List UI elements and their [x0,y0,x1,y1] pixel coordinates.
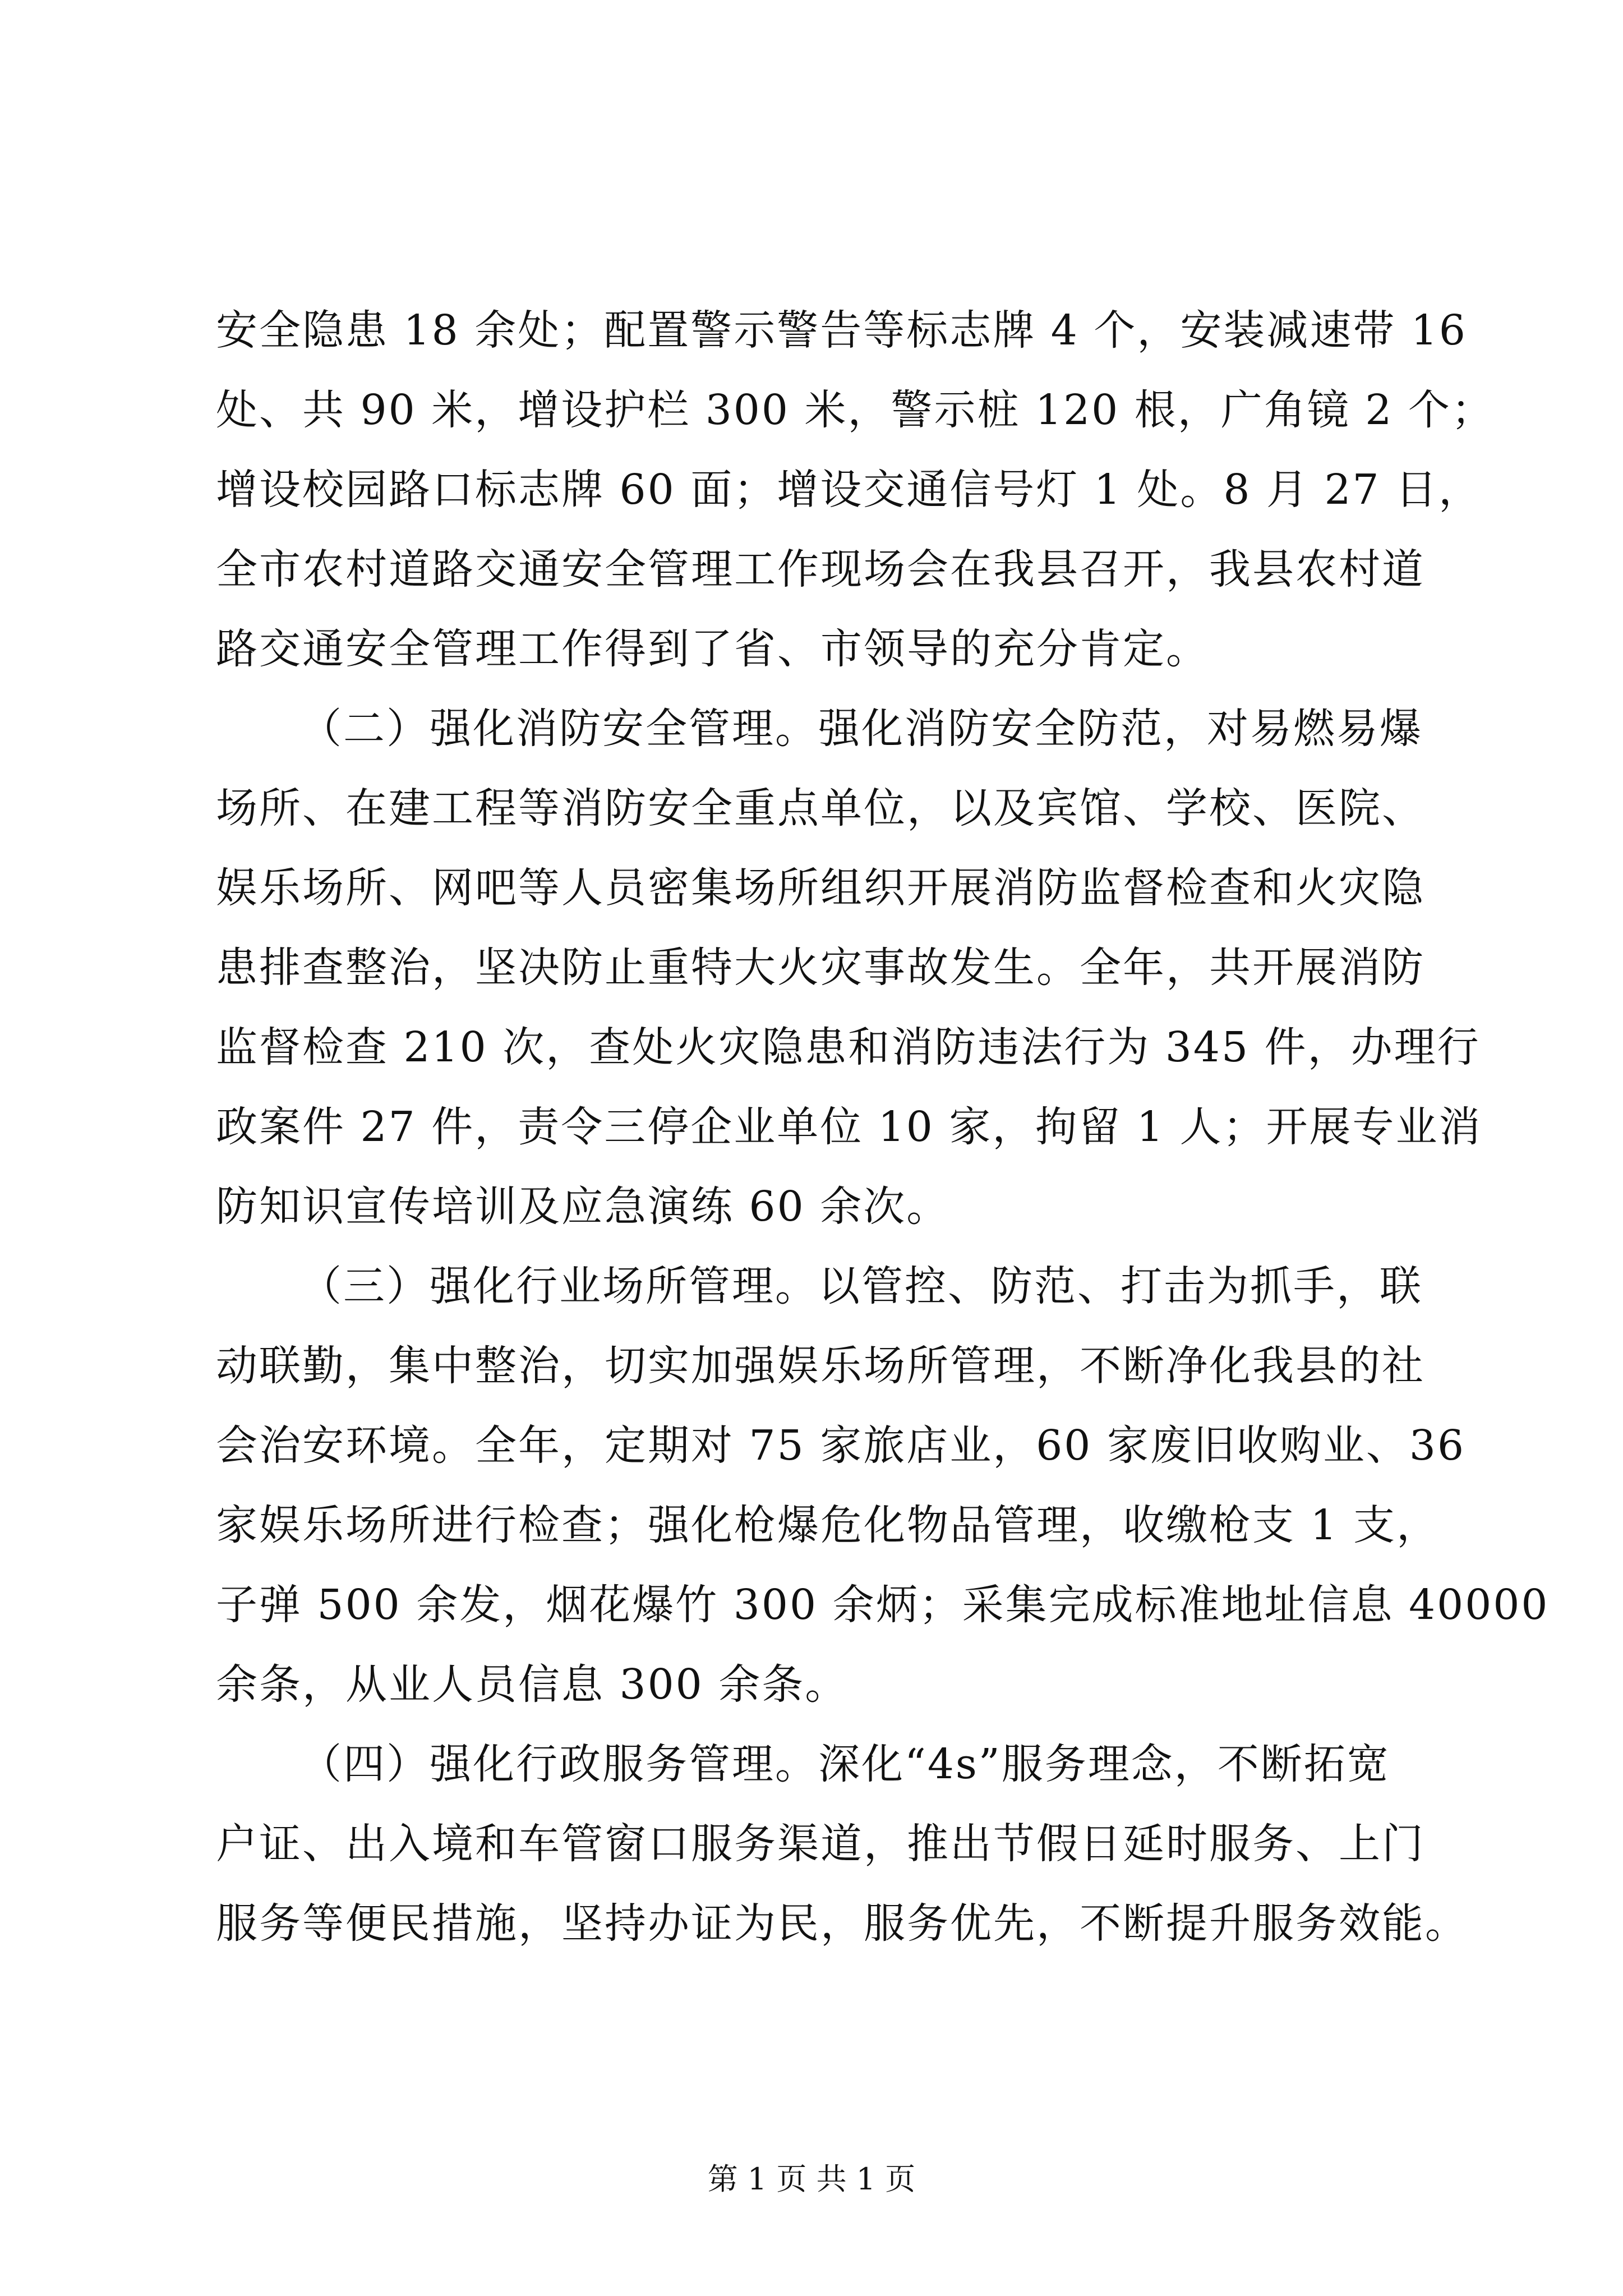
text-line: 全市农村道路交通安全管理工作现场会在我县召开，我县农村道 [216,545,1425,593]
text-line: 监督检查 210 次，查处火灾隐患和消防违法行为 345 件，办理行 [216,1023,1481,1071]
text-line: 增设校园路口标志牌 60 面；增设交通信号灯 1 处。8 月 27 日， [216,466,1482,514]
text-line: 动联勤，集中整治，切实加强娱乐场所管理，不断净化我县的社 [216,1342,1425,1390]
text-line: 户证、出入境和车管窗口服务渠道，推出节假日延时服务、上门 [216,1820,1425,1868]
text-line: 子弹 500 余发，烟花爆竹 300 余炳；采集完成标准地址信息 40000 [216,1581,1550,1629]
page-footer: 第 1 页 共 1 页 [707,2161,916,2197]
section-heading-line: （二）强化消防安全管理。强化消防安全防范，对易燃易爆 [300,705,1423,753]
text-line: 家娱乐场所进行检查；强化枪爆危化物品管理，收缴枪支 1 支， [216,1501,1440,1549]
text-line: 服务等便民措施，坚持办证为民，服务优先，不断提升服务效能。 [216,1899,1468,1948]
text-line: 场所、在建工程等消防安全重点单位，以及宾馆、学校、医院、 [216,784,1425,832]
text-line: 安全隐患 18 余处；配置警示警告等标志牌 4 个，安装减速带 16 [216,306,1468,355]
text-line: 余条，从业人员信息 300 余条。 [216,1660,849,1709]
text-line: 会治安环境。全年，定期对 75 家旅店业，60 家废旧收购业、36 [216,1421,1466,1470]
text-line: 路交通安全管理工作得到了省、市领导的充分肯定。 [216,625,1209,673]
text-line: 患排查整治，坚决防止重特大火灾事故发生。全年，共开展消防 [216,944,1425,992]
section-heading-line: （三）强化行业场所管理。以管控、防范、打击为抓手，联 [300,1262,1423,1310]
text-line: 处、共 90 米，增设护栏 300 米，警示桩 120 根，广角镜 2 个； [216,386,1495,434]
document-body [216,291,1550,1963]
text-line: 娱乐场所、网吧等人员密集场所组织开展消防监督检查和火灾隐 [216,864,1425,912]
text-line: 防知识宣传培训及应急演练 60 余次。 [216,1182,950,1231]
text-line: 政案件 27 件，责令三停企业单位 10 家，拘留 1 人；开展专业消 [216,1103,1482,1151]
section-heading-line: （四）强化行政服务管理。深化“4s”服务理念，不断拓宽 [300,1740,1390,1788]
